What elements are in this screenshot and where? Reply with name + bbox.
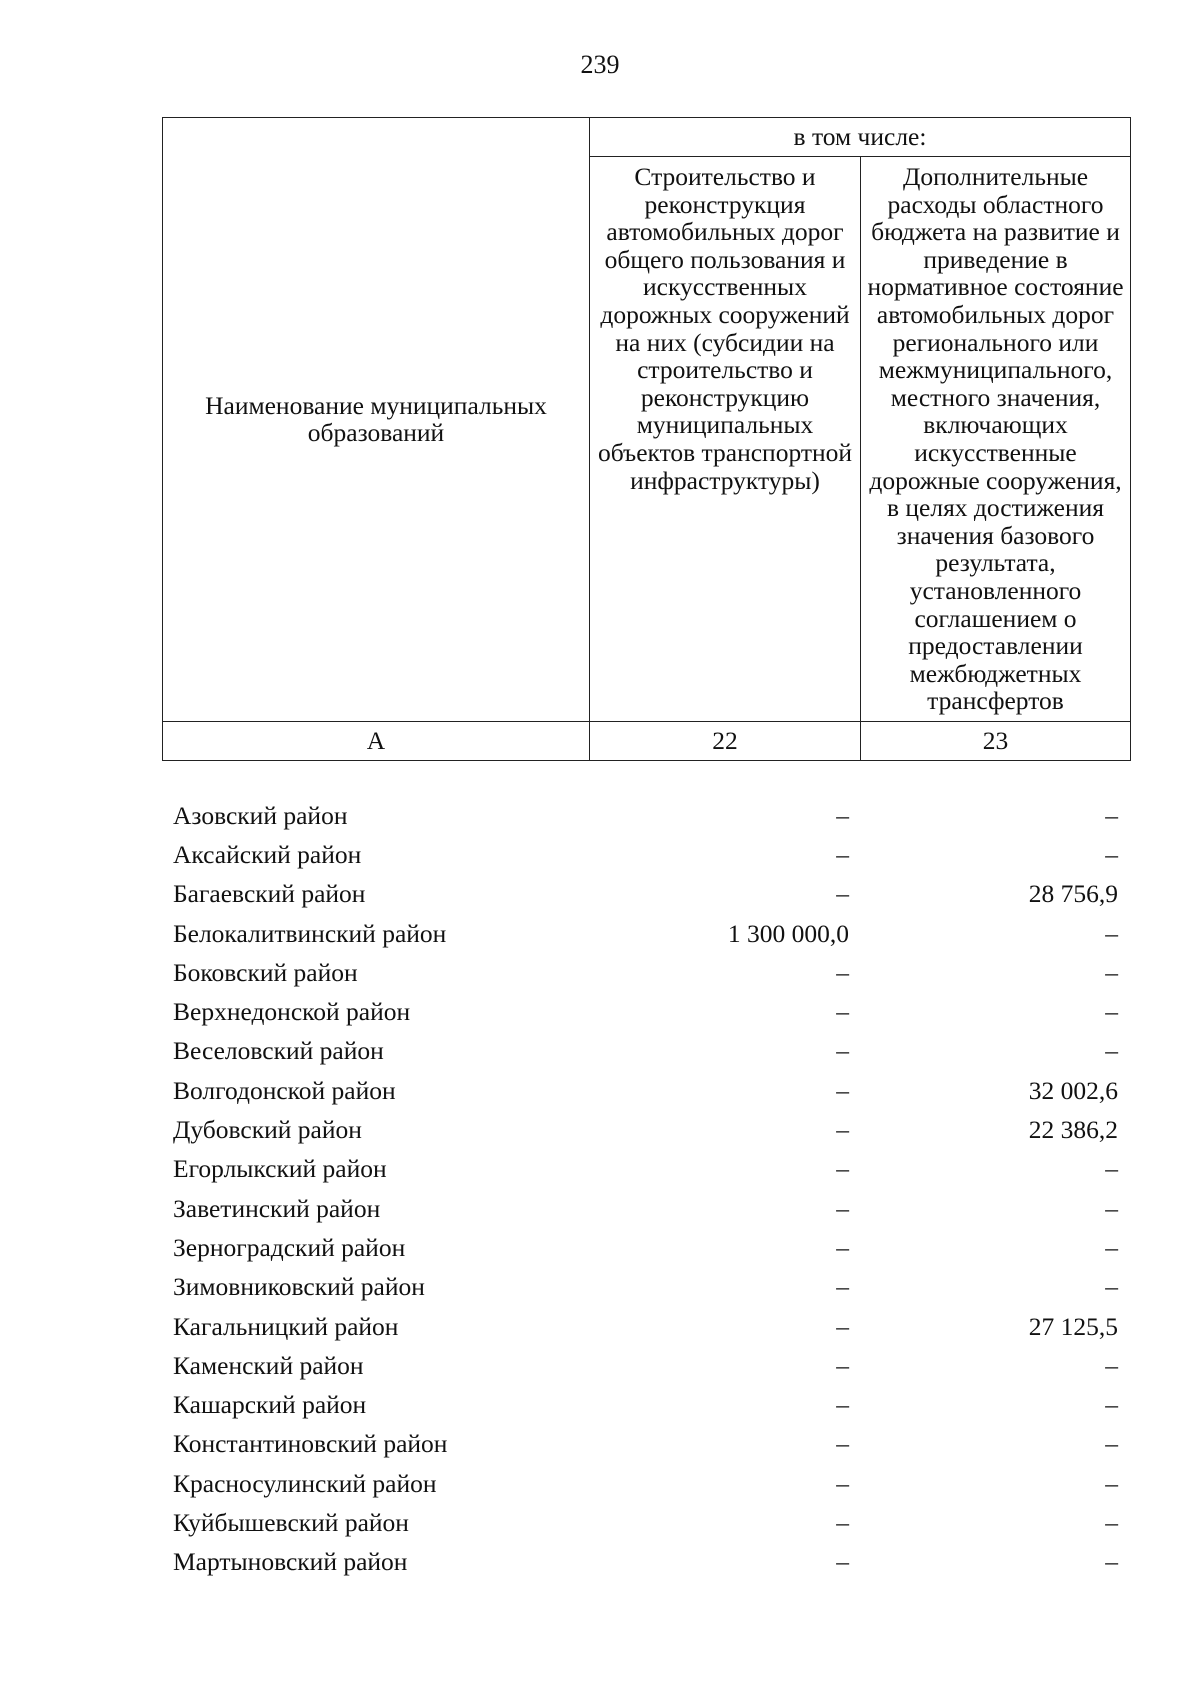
- header-column-22-number: 22: [590, 721, 861, 760]
- header-name-column: Наименование муниципальных образований: [163, 118, 590, 722]
- municipality-name: Зерноградский район: [173, 1232, 406, 1262]
- municipality-name: Дубовский район: [173, 1115, 362, 1145]
- value-col-23: –: [1105, 1193, 1118, 1223]
- municipality-name: Веселовский район: [173, 1036, 384, 1066]
- header-column-22-title: Строительство и реконструкция автомобильных дорог общего пользования и искусственных дорожных сооружений на них (субсидии на строительство и реконструкцию муниципальных объектов транспортной инфраструктуры): [590, 157, 861, 722]
- value-col-22: –: [836, 1075, 849, 1105]
- table-row: [162, 875, 1130, 914]
- value-col-22: –: [836, 1036, 849, 1066]
- value-col-22: 1 300 000,0: [727, 918, 849, 948]
- value-col-23: –: [1105, 1468, 1118, 1498]
- table-row: [162, 1032, 1130, 1071]
- municipality-name: Заветинский район: [173, 1193, 381, 1223]
- value-col-22: –: [836, 997, 849, 1027]
- municipality-name: Верхнедонской район: [173, 997, 411, 1027]
- page-number: 239: [580, 50, 620, 79]
- header-including: в том числе:: [590, 118, 1131, 157]
- value-col-23: –: [1105, 1036, 1118, 1066]
- municipality-name: Аксайский район: [173, 839, 362, 869]
- value-col-23: –: [1105, 1507, 1118, 1537]
- value-col-23: –: [1105, 839, 1118, 869]
- table-row: [162, 1346, 1130, 1385]
- municipality-name: Константиновский район: [173, 1429, 448, 1459]
- table-row: [162, 1425, 1130, 1464]
- value-col-23: –: [1105, 918, 1118, 948]
- value-col-22: –: [836, 800, 849, 830]
- value-col-23: –: [1105, 800, 1118, 830]
- municipality-name: Егорлыкский район: [173, 1154, 387, 1184]
- table-row: [162, 1503, 1130, 1542]
- table-row: [162, 914, 1130, 953]
- table-row: [162, 1189, 1130, 1228]
- value-col-22: –: [836, 1154, 849, 1184]
- header-column-23-title: Дополнительные расходы областного бюджета на развитие и приведение в нормативное состояние автомобильных дорог регионального или межмуниципального, местного значения, включающих искусственные дорожные сооружения, в целях достижения значения базового результата, установленного соглашением о предоставлении межбюджетных трансфертов: [861, 157, 1131, 722]
- value-col-23: 22 386,2: [1028, 1115, 1118, 1145]
- value-col-23: –: [1105, 997, 1118, 1027]
- value-col-22: –: [836, 1507, 849, 1537]
- value-col-22: –: [836, 1232, 849, 1262]
- data-table-body: [162, 796, 1130, 1582]
- value-col-22: –: [836, 1547, 849, 1577]
- municipality-name: Азовский район: [173, 800, 348, 830]
- value-col-23: –: [1105, 1154, 1118, 1184]
- value-col-23: –: [1105, 1272, 1118, 1302]
- value-col-22: –: [836, 957, 849, 987]
- table-row: [162, 1464, 1130, 1503]
- municipality-name: Кагальницкий район: [173, 1311, 399, 1341]
- table-row: [162, 1110, 1130, 1149]
- value-col-22: –: [836, 1429, 849, 1459]
- table-header: [162, 117, 1131, 761]
- value-col-23: –: [1105, 1547, 1118, 1577]
- municipality-name: Боковский район: [173, 957, 358, 987]
- value-col-22: –: [836, 1390, 849, 1420]
- value-col-23: –: [1105, 1232, 1118, 1262]
- table-row: [162, 1268, 1130, 1307]
- value-col-23: –: [1105, 1390, 1118, 1420]
- table-row: [162, 835, 1130, 874]
- header-column-23-number: 23: [861, 721, 1131, 760]
- table-row: [162, 953, 1130, 992]
- value-col-22: –: [836, 1272, 849, 1302]
- data-table: [162, 796, 1130, 1582]
- value-col-23: –: [1105, 1429, 1118, 1459]
- table-row: [162, 1228, 1130, 1267]
- value-col-22: –: [836, 1468, 849, 1498]
- value-col-23: –: [1105, 1350, 1118, 1380]
- value-col-22: –: [836, 1115, 849, 1145]
- municipality-name: Зимовниковский район: [173, 1272, 425, 1302]
- value-col-23: 32 002,6: [1028, 1075, 1118, 1105]
- value-col-22: –: [836, 879, 849, 909]
- table-row: [162, 1071, 1130, 1110]
- municipality-name: Белокалитвинский район: [173, 918, 447, 948]
- header-column-a-number: А: [163, 721, 590, 760]
- municipality-name: Мартыновский район: [173, 1547, 408, 1577]
- table-row: [162, 992, 1130, 1031]
- table-row: [162, 796, 1130, 835]
- municipality-name: Кашарский район: [173, 1390, 367, 1420]
- value-col-23: –: [1105, 957, 1118, 987]
- table-row: [162, 1385, 1130, 1424]
- municipality-name: Багаевский район: [173, 879, 366, 909]
- municipality-name: Волгодонской район: [173, 1075, 396, 1105]
- table-row: [162, 1307, 1130, 1346]
- value-col-22: –: [836, 1193, 849, 1223]
- municipality-name: Куйбышевский район: [173, 1507, 409, 1537]
- table-row: [162, 1150, 1130, 1189]
- municipality-name: Каменский район: [173, 1350, 364, 1380]
- municipality-name: Красносулинский район: [173, 1468, 437, 1498]
- value-col-22: –: [836, 1350, 849, 1380]
- value-col-22: –: [836, 1311, 849, 1341]
- value-col-23: 27 125,5: [1028, 1311, 1118, 1341]
- value-col-22: –: [836, 839, 849, 869]
- table-row: [162, 1543, 1130, 1582]
- value-col-23: 28 756,9: [1028, 879, 1118, 909]
